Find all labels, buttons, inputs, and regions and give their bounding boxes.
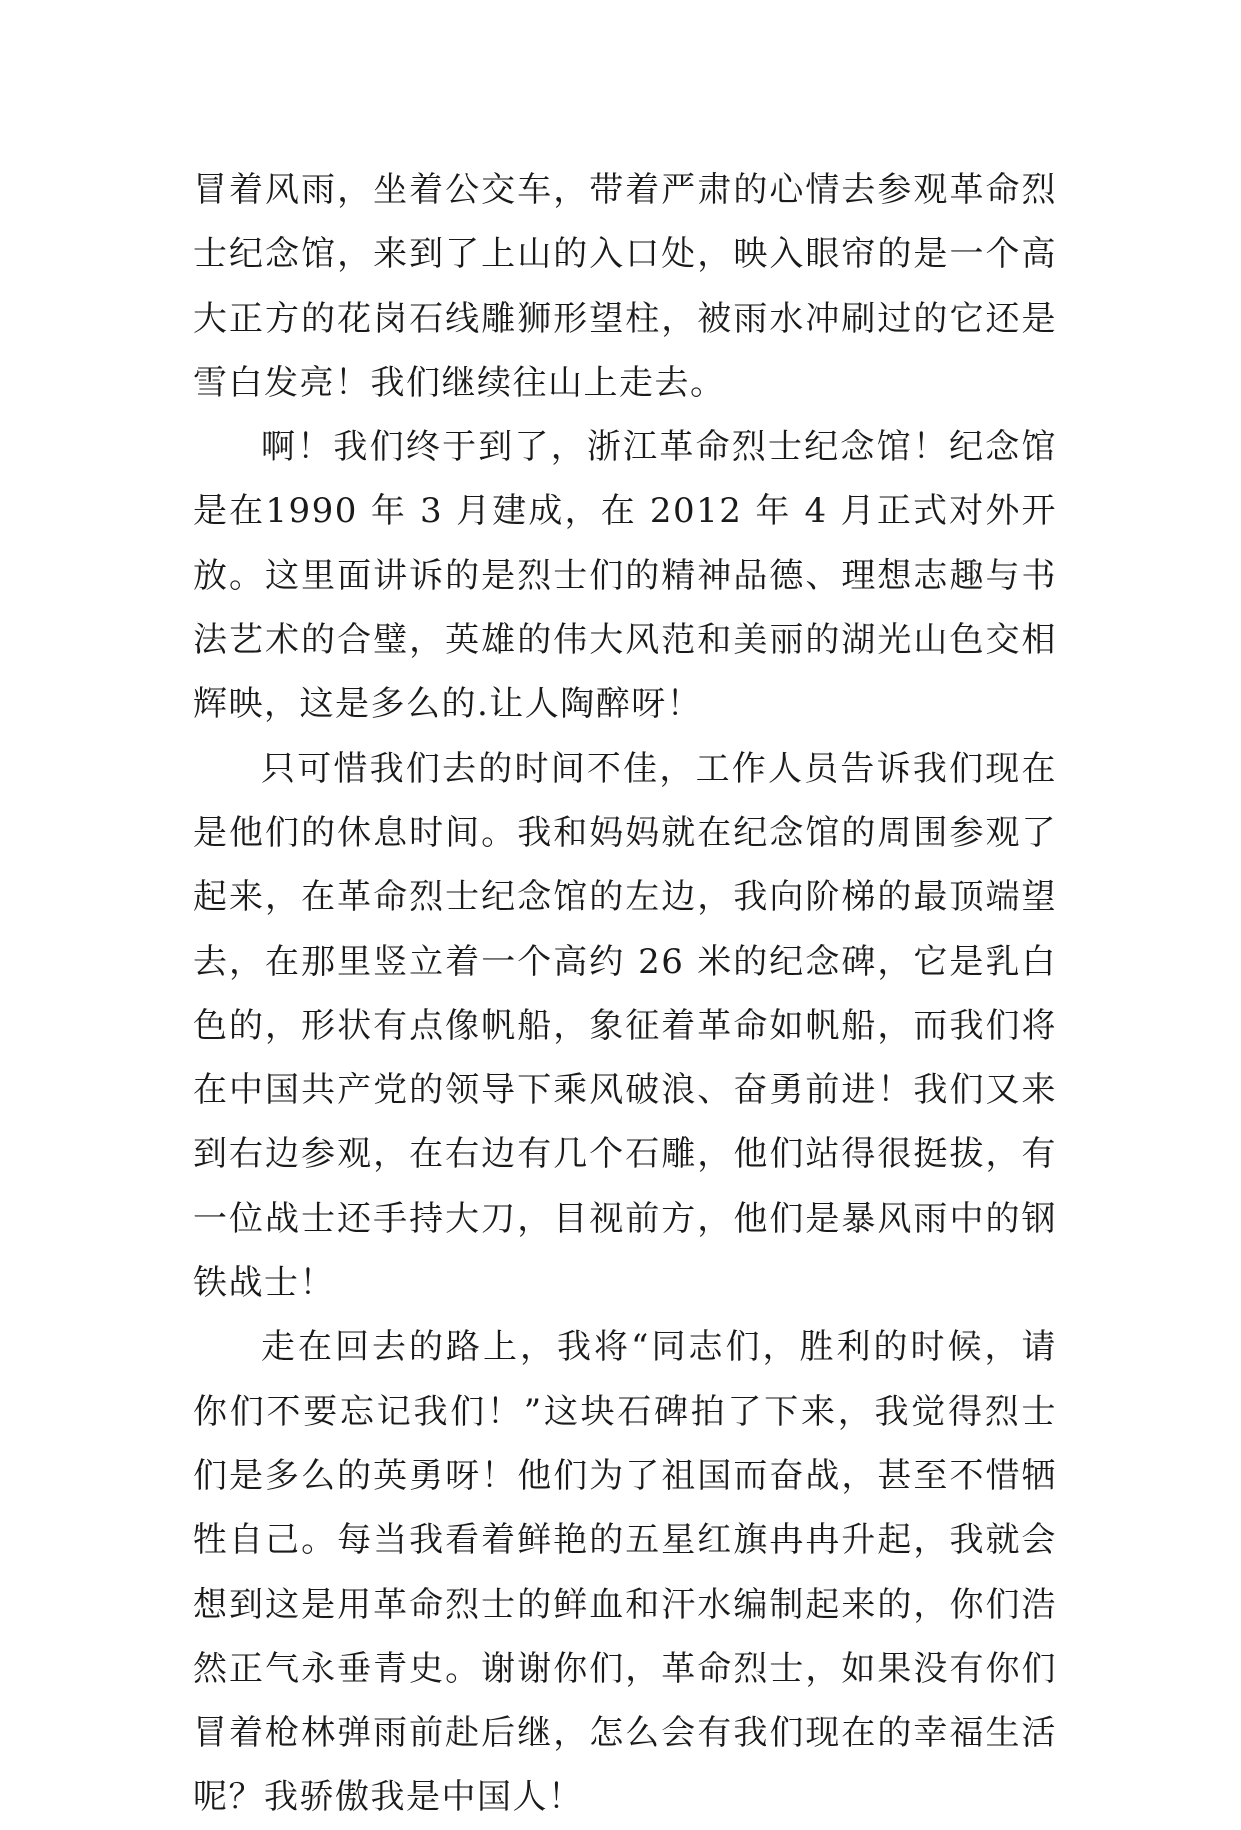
paragraph-1: 冒着风雨，坐着公交车，带着严肃的心情去参观革命烈士纪念馆，来到了上山的入口处，映入眼帘的是一个高大正方的花岗石线雕狮形望柱，被雨水冲刷过的它还是雪白发亮！我们继续往山上走去。 <box>193 170 1057 403</box>
paragraph-2: 啊！我们终于到了，浙江革命烈士纪念馆！纪念馆是在1990 年 3 月建成，在 2012 年 4 月正式对外开放。这里面讲诉的是烈士们的精神品德、理想志趣与书法艺术的合璧，英雄的伟大风范和美丽的湖光山色交相辉映，这是多么的.让人陶醉呀！ <box>193 427 1057 725</box>
paragraph-3: 只可惜我们去的时间不佳，工作人员告诉我们现在是他们的休息时间。我和妈妈就在纪念馆的周围参观了起来，在革命烈士纪念馆的左边，我向阶梯的最顶端望去，在那里竖立着一个高约 26 米的纪念碑，它是乳白色的，形状有点像帆船，象征着革命如帆船，而我们将在中国共产党的领导下乘风破浪、奋勇前进！我们又来到右边参观，在右边有几个石雕，他们站得很挺拔，有一位战士还手持大刀，目视前方，他们是暴风雨中的钢铁战士！ <box>193 748 1057 1304</box>
document-body <box>193 158 1057 1830</box>
paragraph-4: 走在回去的路上，我将“同志们，胜利的时候，请你们不要忘记我们！”这块石碑拍了下来，我觉得烈士们是多么的英勇呀！他们为了祖国而奋战，甚至不惜牺牲自己。每当我看着鲜艳的五星红旗冉冉升起，我就会想到这是用革命烈士的鲜血和汗水编制起来的，你们浩然正气永垂青史。谢谢你们，革命烈士，如果没有你们冒着枪林弹雨前赴后继，怎么会有我们现在的幸福生活呢？我骄傲我是中国人！ <box>193 1327 1057 1818</box>
